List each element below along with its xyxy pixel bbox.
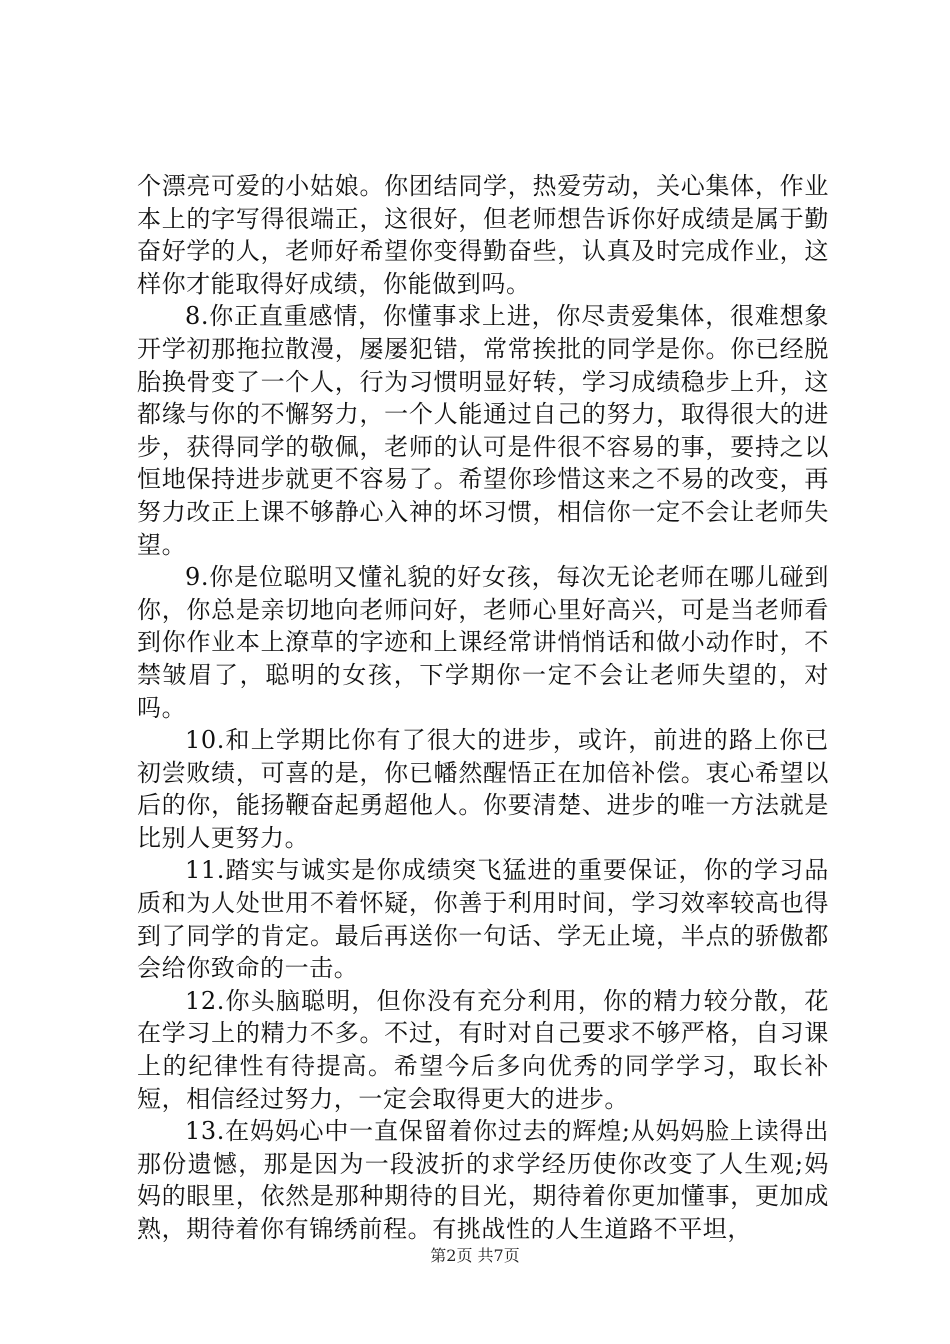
paragraph-comment-11: 11.踏实与诚实是你成绩突飞猛进的重要保证，你的学习品质和为人处世用不着怀疑，你善于利用时间，学习效率较高也得到了同学的肯定。最后再送你一句话、学无止境，半点的骄傲都会给你致命的一击。 <box>137 856 829 983</box>
paragraph-comment-12: 12.你头脑聪明，但你没有充分利用，你的精力较分散，花在学习上的精力不多。不过，有时对自己要求不够严格，自习课上的纪律性有待提高。希望今后多向优秀的同学学习，取长补短，相信经过努力，一定会取得更大的进步。 <box>137 986 829 1113</box>
page-footer: 第2页 共7页 <box>430 1246 520 1265</box>
paragraph-continued: 个漂亮可爱的小姑娘。你团结同学，热爱劳动，关心集体，作业本上的字写得很端正，这很好，但老师想告诉你好成绩是属于勤奋好学的人，老师好希望你变得勤奋些，认真及时完成作业，这样你才能取得好成绩，你能做到吗。 <box>137 172 829 298</box>
paragraph-comment-10: 10.和上学期比你有了很大的进步，或许，前进的路上你已初尝败绩，可喜的是，你已幡然醒悟正在加倍补偿。衷心希望以后的你，能扬鞭奋起勇超他人。你要清楚、进步的唯一方法就是比别人更努力。 <box>137 726 829 852</box>
paragraph-comment-13: 13.在妈妈心中一直保留着你过去的辉煌;从妈妈脸上读得出那份遗憾，那是因为一段波折的求学经历使你改变了人生观;妈妈的眼里，依然是那种期待的目光，期待着你更加懂事，更加成熟，期待着你有锦绣前程。有挑战性的人生道路不平坦， <box>137 1117 829 1243</box>
document-body <box>137 170 829 1246</box>
paragraph-comment-8: 8.你正直重感情，你懂事求上进，你尽责爱集体，很难想象开学初那拖拉散漫，屡屡犯错，常常挨批的同学是你。你已经脱胎换骨变了一个人，行为习惯明显好转，学习成绩稳步上升，这都缘与你的不懈努力，一个人能通过自己的努力，取得很大的进步，获得同学的敬佩，老师的认可是件很不容易的事，要持之以恒地保持进步就更不容易了。希望你珍惜这来之不易的改变，再努力改正上课不够静心入神的坏习惯，相信你一定不会让老师失望。 <box>137 302 829 559</box>
paragraph-comment-9: 9.你是位聪明又懂礼貌的好女孩，每次无论老师在哪儿碰到你，你总是亲切地向老师问好，老师心里好高兴，可是当老师看到你作业本上潦草的字迹和上课经常讲悄悄话和做小动作时，不禁皱眉了，聪明的女孩，下学期你一定不会让老师失望的，对吗。 <box>137 563 829 722</box>
